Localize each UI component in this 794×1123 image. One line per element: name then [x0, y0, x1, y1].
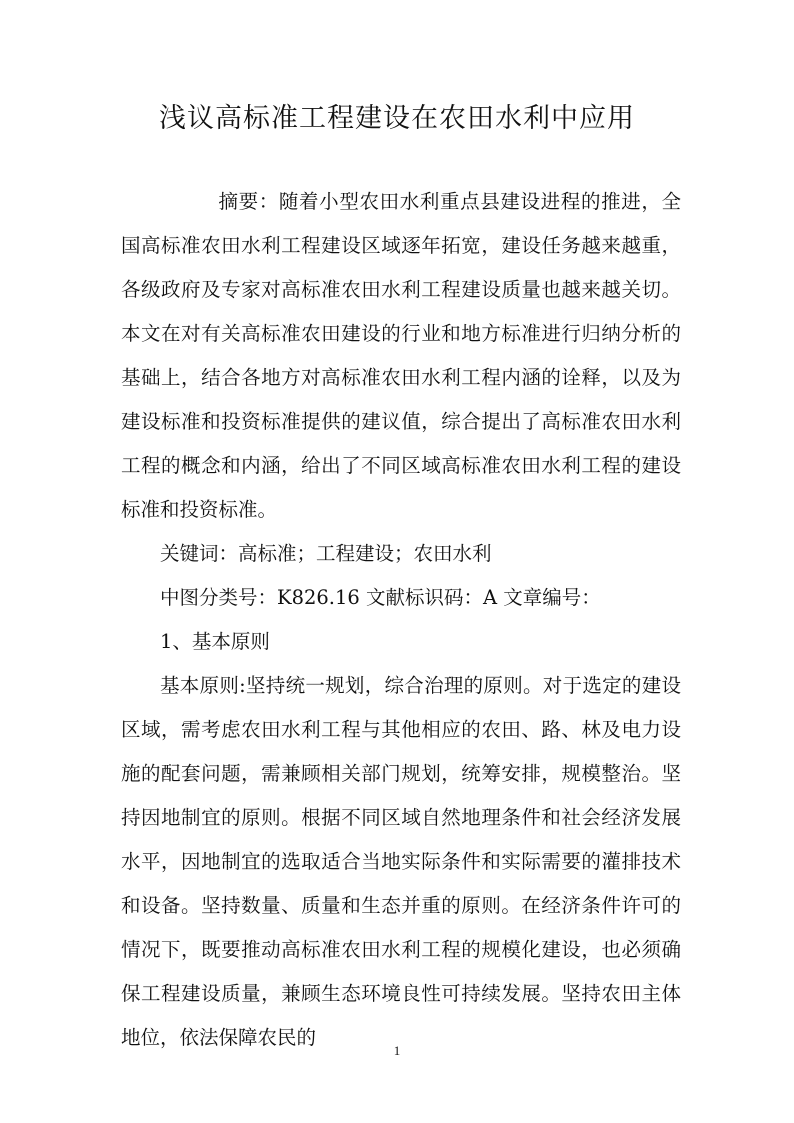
section-heading: 1、基本原则 — [160, 630, 270, 653]
classification-line: 中图分类号：K826.16 文献标识码：A 文章编号： — [160, 586, 601, 609]
body-paragraph: 基本原则:坚持统一规划，综合治理的原则。对于选定的建设区域，需考虑农田水利工程与其他相应的农田、路、林及电力设施的配套问题，需兼顾相关部门规划，统筹安排，规模整治。坚持因地制宜的原则。根据不同区域自然地理条件和社会经济发展水平，因地制宜的选取适合当地实际条件和实际需要的灌排技术和设备。坚持数量、质量和生态并重的原则。在经济条件许可的情况下，既要推动高标准农田水利工程的规模化建设，也必须确保工程建设质量，兼顾生态环境良性可持续发展。坚持农田主体地位，依法保障农民的 — [121, 674, 681, 1049]
keywords-line: 关键词：高标准；工程建设；农田水利 — [160, 542, 492, 565]
document-body — [121, 180, 681, 1060]
page-number: 1 — [393, 1043, 401, 1058]
abstract-paragraph: 摘要：随着小型农田水利重点县建设进程的推进，全国高标准农田水利工程建设区域逐年拓宽，建设任务越来越重，各级政府及专家对高标准农田水利工程建设质量也越来越关切。本文在对有关高标准农田建设的行业和地方标准进行归纳分析的基础上，结合各地方对高标准农田水利工程内涵的诠释，以及为建设标准和投资标准提供的建议值，综合提出了高标准农田水利工程的概念和内涵，给出了不同区域高标准农田水利工程的建设标准和投资标准。 — [121, 190, 681, 521]
document-title: 浅议高标准工程建设在农田水利中应用 — [159, 103, 635, 134]
